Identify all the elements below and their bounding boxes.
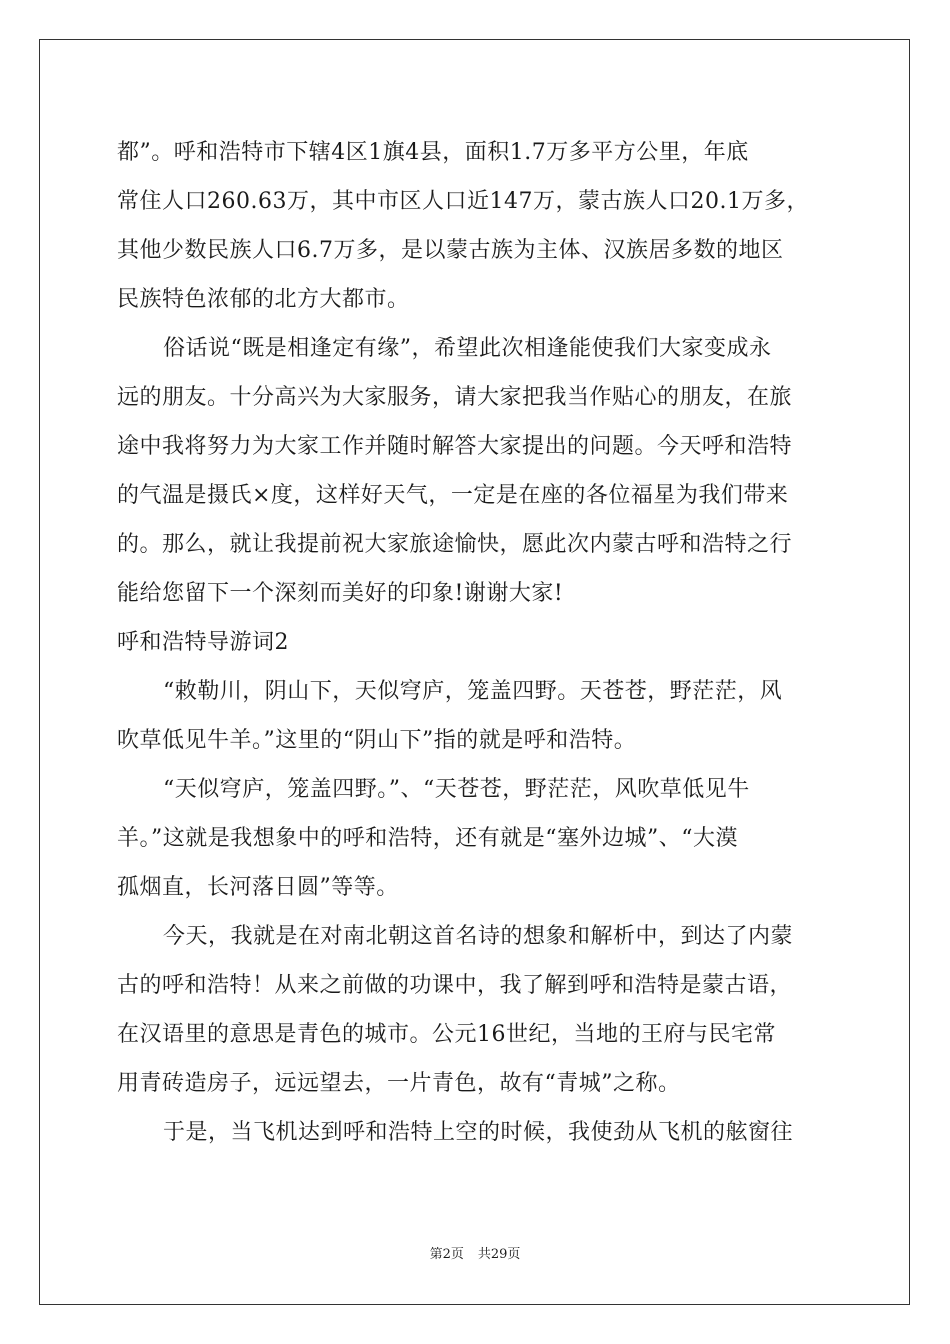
text-line: “敕勒川，阴山下，天似穹庐，笼盖四野。天苍苍，野茫茫，风 [163,679,783,704]
text-line: 羊。”这就是我想象中的呼和浩特，还有就是“塞外边城”、“大漠 [117,826,738,851]
text-line: 的。那么，就让我提前祝大家旅途愉快，愿此次内蒙古呼和浩特之行 [117,532,793,557]
text-line: 的气温是摄氏×度，这样好天气，一定是在座的各位福星为我们带来 [117,483,789,508]
page-number: 第2页 [429,1247,464,1262]
text-line: 都”。呼和浩特市下辖4区1旗4县，面积1.7万多平方公里，年底 [117,140,749,165]
text-line: 今天，我就是在对南北朝这首名诗的想象和解析中，到达了内蒙 [163,924,794,949]
text-line: 孤烟直，长河落日圆”等等。 [117,875,399,900]
text-line: 吹草低见牛羊。”这里的“阴山下”指的就是呼和浩特。 [117,728,637,753]
text-line: 俗话说“既是相逢定有缘”，希望此次相逢能使我们大家变成永 [163,336,772,361]
text-line: 途中我将努力为大家工作并随时解答大家提出的问题。今天呼和浩特 [117,434,793,459]
page-footer [0,1246,950,1264]
text-line: 古的呼和浩特！从来之前做的功课中，我了解到呼和浩特是蒙古语， [117,973,793,998]
text-line: 常住人口260.63万，其中市区人口近147万，蒙古族人口20.1万多， [117,189,809,214]
text-line: 在汉语里的意思是青色的城市。公元16世纪，当地的王府与民宅常 [117,1022,776,1047]
text-line: 用青砖造房子，远远望去，一片青色，故有“青城”之称。 [117,1071,681,1096]
text-line: “天似穹庐，笼盖四野。”、“天苍苍，野茫茫，风吹草低见牛 [163,777,750,802]
section-heading: 呼和浩特导游词2 [117,630,289,655]
text-line: 于是，当飞机达到呼和浩特上空的时候，我使劲从飞机的舷窗往 [163,1120,794,1145]
page-total: 共29页 [477,1247,521,1262]
text-line: 能给您留下一个深刻而美好的印象!谢谢大家! [117,581,564,606]
text-line: 民族特色浓郁的北方大都市。 [117,287,410,312]
text-line: 其他少数民族人口6.7万多，是以蒙古族为主体、汉族居多数的地区 [117,238,784,263]
document-body [117,128,847,1157]
text-line: 远的朋友。十分高兴为大家服务，请大家把我当作贴心的朋友，在旅 [117,385,793,410]
